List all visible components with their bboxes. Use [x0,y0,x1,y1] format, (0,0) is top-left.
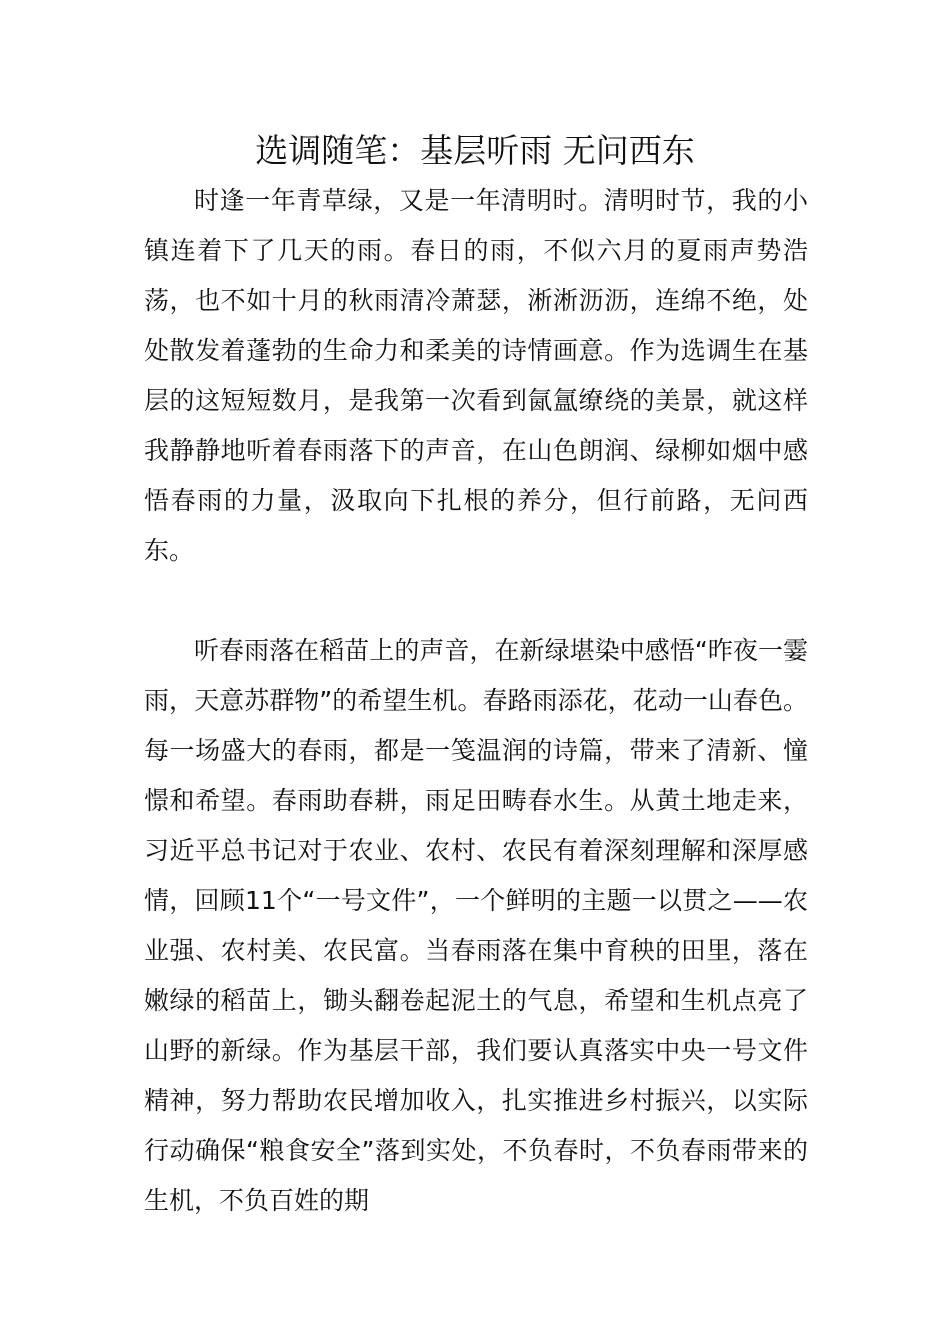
paragraph-1: 时逢一年青草绿，又是一年清明时。清明时节，我的小镇连着下了几天的雨。春日的雨，不似六月的夏雨声势浩荡，也不如十月的秋雨清冷萧瑟，淅淅沥沥，连绵不绝，处处散发着蓬勃的生命力和柔美的诗情画意。作为选调生在基层的这短短数月，是我第一次看到氤氲缭绕的美景，就这样我静静地听着春雨落下的声音，在山色朗润、绿柳如烟中感悟春雨的力量，汲取向下扎根的养分，但行前路，无问西东。 [144,186,808,565]
document-title: 选调随笔：基层听雨 无问西东 [255,131,695,170]
paragraph-2: 听春雨落在稻苗上的声音，在新绿堪染中感悟“昨夜一霎雨，天意苏群物”的希望生机。春路雨添花，花动一山春色。每一场盛大的春雨，都是一笺温润的诗篇，带来了清新、憧憬和希望。春雨助春耕，雨足田畴春水生。从黄土地走来，习近平总书记对于农业、农村、农民有着深刻理解和深厚感情，回顾11个“一号文件”，一个鲜明的主题一以贯之——农业强、农村美、农民富。当春雨落在集中育秧的田里，落在嫩绿的稻苗上，锄头翻卷起泥土的气息，希望和生机点亮了山野的新绿。作为基层干部，我们要认真落实中央一号文件精神，努力帮助农民增加收入，扎实推进乡村振兴，以实际行动确保“粮食安全”落到实处，不负春时，不负春雨带来的生机，不负百姓的期 [144,636,808,1215]
